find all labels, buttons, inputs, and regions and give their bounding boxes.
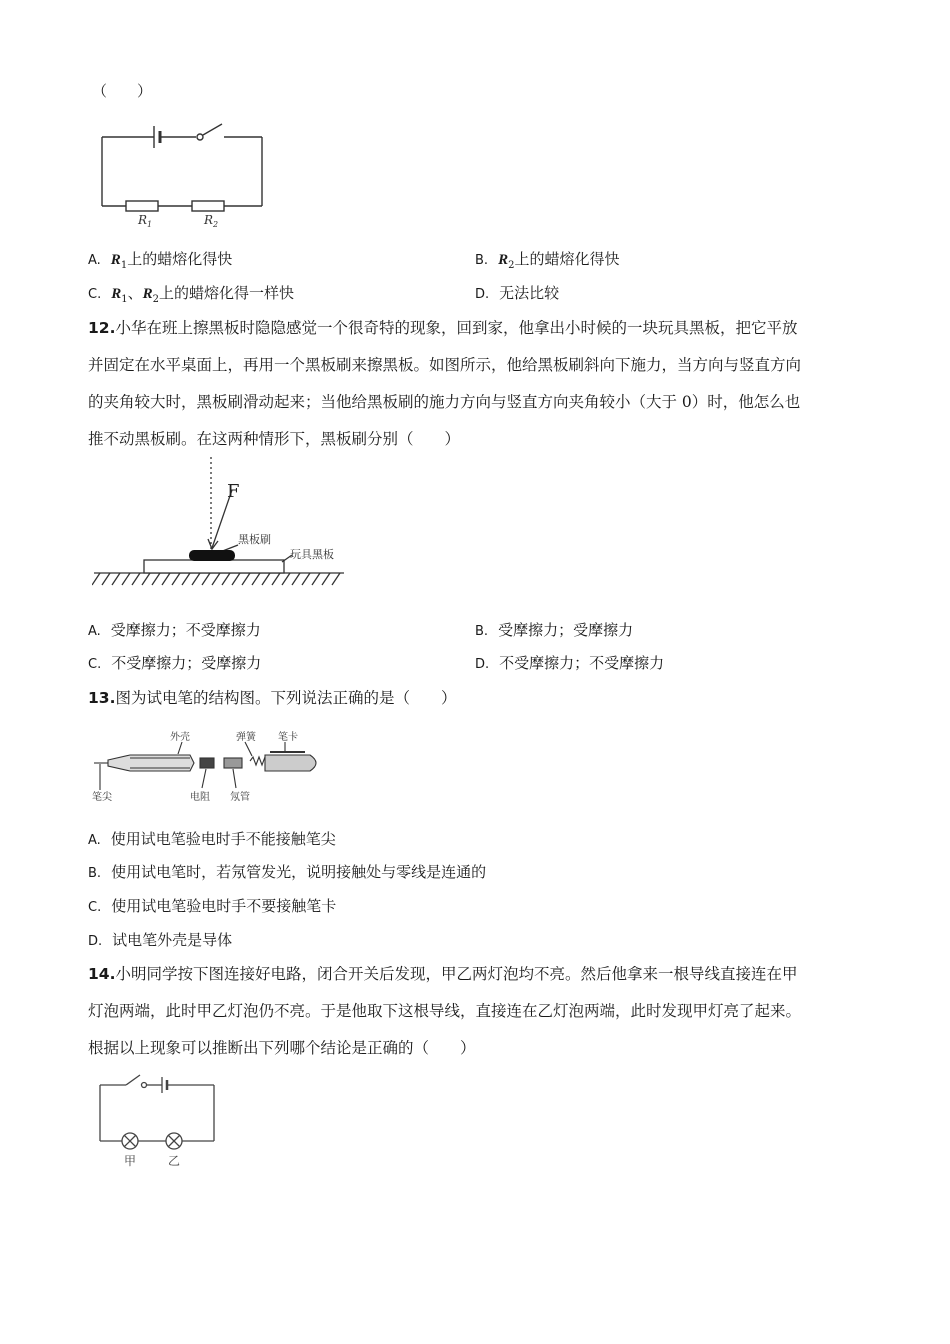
q11-option-c: C. $R_1$、$R_2$上的蜡熔化得一样快 — [88, 284, 295, 305]
q12-option-d: D. 不受摩擦力；不受摩擦力 — [475, 654, 665, 672]
q14-circuit-figure — [94, 1067, 224, 1173]
clip-label: 笔卡 — [278, 732, 298, 743]
q14-stem-line-3: 根据以上现象可以推断出下列哪个结论是正确的（ ） — [88, 1039, 476, 1057]
q13-test-pen-figure — [90, 728, 330, 806]
shell-label: 外壳 — [170, 732, 190, 743]
q13-number: 13. — [88, 689, 116, 707]
neon-label: 氖管 — [230, 792, 250, 803]
board-label: 玩具黑板 — [290, 548, 334, 561]
q11-paren: （ ） — [92, 82, 153, 100]
q11-option-d: D. 无法比较 — [475, 284, 560, 302]
q12-option-a: A. 受摩擦力；不受摩擦力 — [88, 621, 261, 639]
q11-option-b: B. $R_2$上的蜡熔化得快 — [475, 250, 620, 271]
lamp-jia-label: 甲 — [124, 1154, 137, 1168]
q12-blackboard-figure — [92, 455, 352, 590]
resistor-label: 电阻 — [190, 792, 210, 803]
r2-label: $R_2$ — [204, 213, 219, 229]
q12-number: 12. — [88, 319, 116, 337]
q11-circuit-figure — [96, 118, 268, 230]
q13-option-a: A. 使用试电笔验电时手不能接触笔尖 — [88, 830, 336, 848]
lamp-yi-label: 乙 — [168, 1154, 181, 1168]
q12-stem-line-4: 推不动黑板刷。在这两种情形下，黑板刷分别（ ） — [88, 430, 461, 448]
spring-label: 弹簧 — [236, 732, 256, 743]
force-label: F — [227, 481, 240, 502]
q13-option-c: C. 使用试电笔验电时手不要接触笔卡 — [88, 897, 337, 915]
q11-option-a: A. $R_1$上的蜡熔化得快 — [88, 250, 233, 271]
q12-stem-line-3: 的夹角较大时，黑板刷滑动起来；当他给黑板刷的施力方向与竖直方向夹角较小（大于 0）时，他怎么也 — [88, 393, 801, 411]
q14-stem-line-1: 14.小明同学按下图连接好电路，闭合开关后发现，甲乙两灯泡均不亮。然后他拿来一根导线直接连在甲 — [88, 965, 798, 983]
brush-label: 黑板刷 — [238, 533, 271, 546]
tip-label: 笔尖 — [92, 792, 112, 803]
q12-stem-line-2: 并固定在水平桌面上，再用一个黑板刷来擦黑板。如图所示，他给黑板刷斜向下施力，当方向与竖直方向 — [88, 356, 802, 374]
q14-number: 14. — [88, 965, 116, 983]
q12-stem-line-1: 12.小华在班上擦黑板时隐隐感觉一个很奇特的现象，回到家，他拿出小时候的一块玩具黑板，把它平放 — [88, 319, 798, 337]
q12-option-c: C. 不受摩擦力；受摩擦力 — [88, 654, 262, 672]
r1-label: $R_1$ — [138, 213, 153, 229]
q13-option-b: B. 使用试电笔时，若氖管发光，说明接触处与零线是连通的 — [88, 863, 487, 881]
q12-option-b: B. 受摩擦力；受摩擦力 — [475, 621, 634, 639]
q13-option-d: D. 试电笔外壳是导体 — [88, 931, 233, 949]
q13-stem: 13.图为试电笔的结构图。下列说法正确的是（ ） — [88, 689, 457, 707]
q14-stem-line-2: 灯泡两端，此时甲乙灯泡仍不亮。于是他取下这根导线，直接连在乙灯泡两端，此时发现甲灯亮了起来。 — [88, 1002, 802, 1020]
